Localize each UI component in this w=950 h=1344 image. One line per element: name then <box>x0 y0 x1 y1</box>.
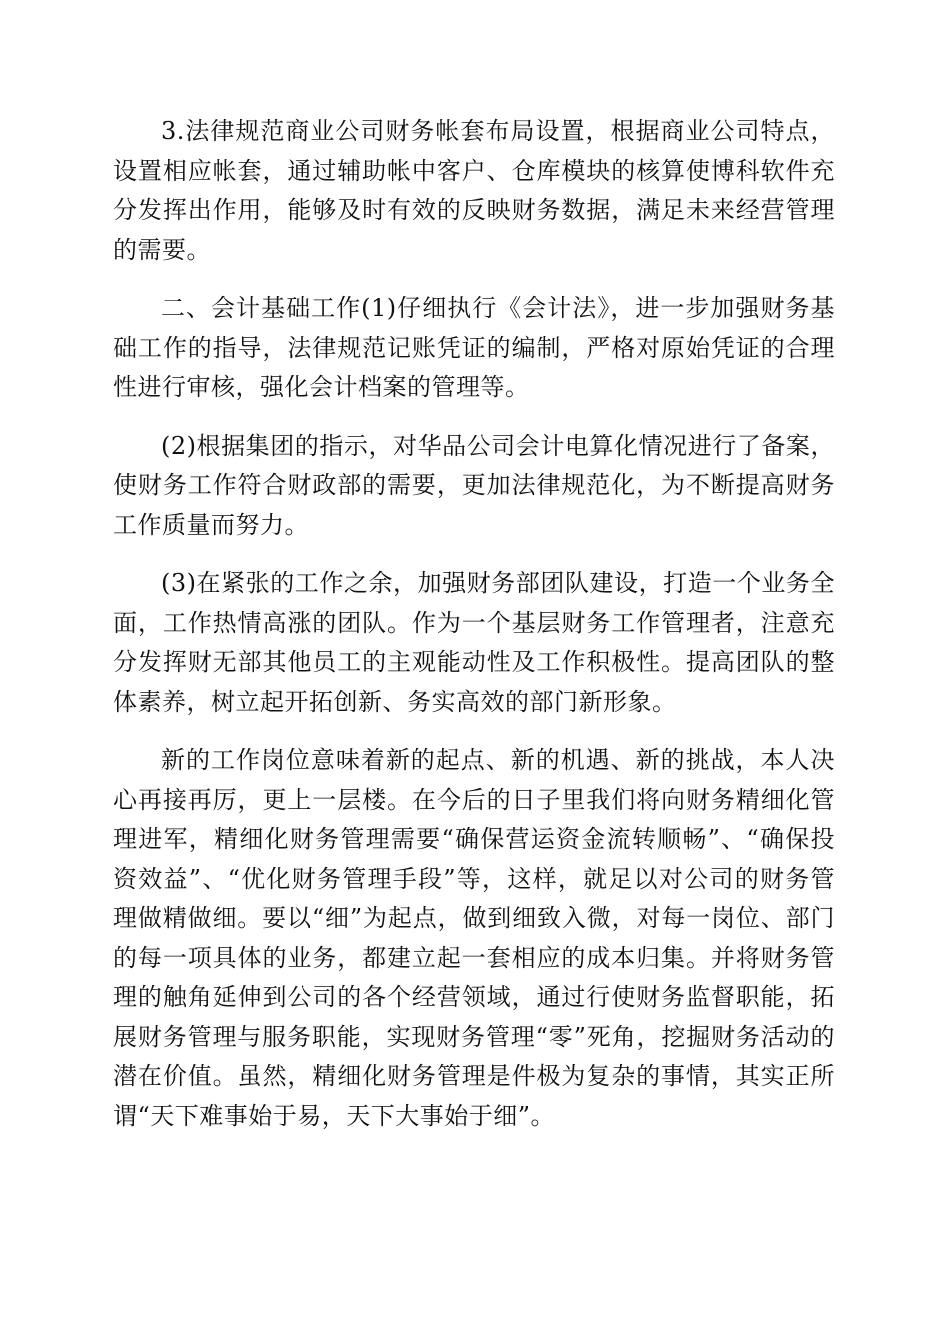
paragraph-account-setup: 3.法律规范商业公司财务帐套布局设置，根据商业公司特点，设置相应帐套，通过辅助帐中客户、仓库模块的核算使博科软件充分发挥出作用，能够及时有效的反映财务数据，满足未来经营管理的需要。 <box>113 117 835 264</box>
paragraph-team-building: (3)在紧张的工作之余，加强财务部团队建设，打造一个业务全面，工作热情高涨的团队。作为一个基层财务工作管理者，注意充分发挥财无部其他员工的主观能动性及工作积极性。提高团队的整体素养，树立起开拓创新、务实高效的部门新形象。 <box>113 569 835 716</box>
paragraph-computerized-accounting: (2)根据集团的指示，对华品公司会计电算化情况进行了备案，使财务工作符合财政部的需要，更加法律规范化，为不断提高财务工作质量而努力。 <box>113 431 835 539</box>
document-body <box>113 112 835 1155</box>
paragraph-accounting-basics: 二、会计基础工作(1)仔细执行《会计法》，进一步加强财务基础工作的指导，法律规范记账凭证的编制，严格对原始凭证的合理性进行审核，强化会计档案的管理等。 <box>113 294 835 401</box>
paragraph-future-plan: 新的工作岗位意味着新的起点、新的机遇、新的挑战，本人决心再接再厉，更上一层楼。在今后的日子里我们将向财务精细化管理进军，精细化财务管理需要“确保营运资金流转顺畅”、“确保投资效益”、“优化财务管理手段”等，这样，就足以对公司的财务管理做精做细。要以“细”为起点，做到细致入微，对每一岗位、部门的每一项具体的业务，都建立起一套相应的成本归集。并将财务管理的触角延伸到公司的各个经营领域，通过行使财务监督职能，拓展财务管理与服务职能，实现财务管理“零”死角，挖掘财务活动的潜在价值。虽然，精细化财务管理是件极为复杂的事情，其实正所谓“天下难事始于易，天下大事始于细”。 <box>113 746 835 1130</box>
